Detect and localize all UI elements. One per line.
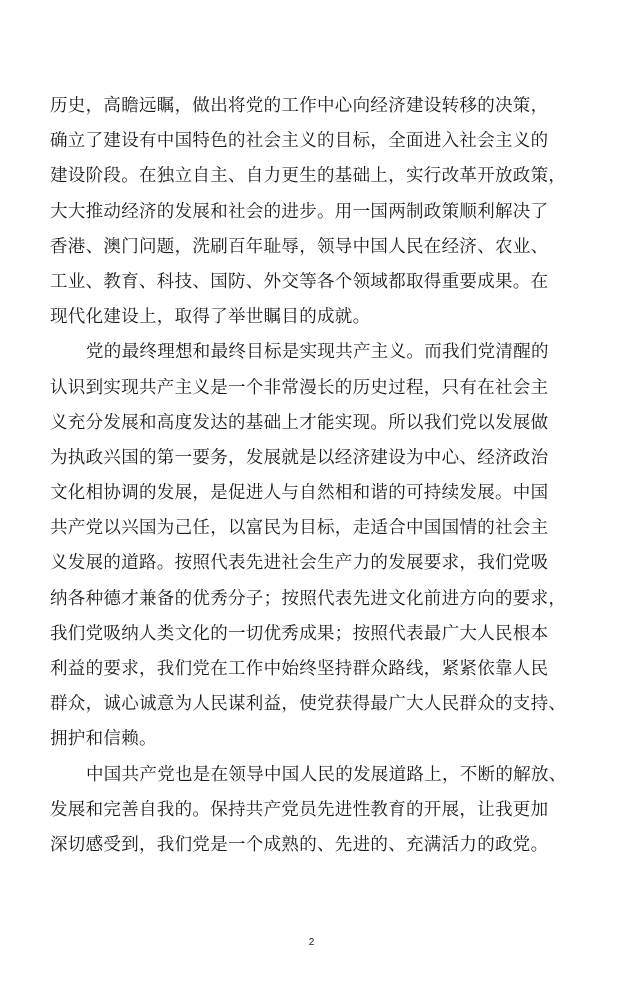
text-line: 我们党吸纳人类文化的一切优秀成果；按照代表最广大人民根本 <box>50 623 549 644</box>
text-line: 拥护和信赖。 <box>50 729 157 750</box>
page-number: 2 <box>308 937 315 948</box>
text-line: 确立了建设有中国特色的社会主义的目标，全面进入社会主义的 <box>50 131 549 152</box>
text-line: 香港、澳门问题，洗刷百年耻辱，领导中国人民在经济、农业、 <box>50 236 549 257</box>
text-line: 建设阶段。在独立自主、自力更生的基础上，实行改革开放政策， <box>50 166 567 187</box>
text-line: 大大推动经济的发展和社会的进步。用一国两制政策顺利解决了 <box>50 201 549 222</box>
text-line: 义发展的道路。按照代表先进社会生产力的发展要求，我们党吸 <box>50 553 549 574</box>
text-line: 利益的要求，我们党在工作中始终坚持群众路线，紧紧依靠人民 <box>50 659 549 679</box>
text-line-indented: 党的最终理想和最终目标是实现共产主义。而我们党清醒的 <box>86 342 549 363</box>
text-line: 文化相协调的发展，是促进人与自然相和谐的可持续发展。中国 <box>50 483 549 504</box>
text-line: 历史，高瞻远瞩，做出将党的工作中心向经济建设转移的决策， <box>50 96 549 116</box>
text-line: 工业、教育、科技、国防、外交等各个领域都取得重要成果。在 <box>50 271 549 292</box>
text-line: 群众，诚心诚意为人民谋利益，使党获得最广大人民群众的支持、 <box>50 694 567 715</box>
text-line: 现代化建设上，取得了举世瞩目的成就。 <box>50 307 371 328</box>
body-text <box>50 89 585 863</box>
text-line: 义充分发展和高度发达的基础上才能实现。所以我们党以发展做 <box>50 412 549 433</box>
text-line: 认识到实现共产主义是一个非常漫长的历史过程，只有在社会主 <box>50 377 549 398</box>
text-line: 发展和完善自我的。保持共产党员先进性教育的开展，让我更加 <box>50 799 549 820</box>
text-line: 深切感受到，我们党是一个成熟的、先进的、充满活力的政党。 <box>50 834 549 855</box>
text-line: 纳各种德才兼备的优秀分子；按照代表先进文化前进方向的要求， <box>50 588 567 609</box>
text-line: 共产党以兴国为己任，以富民为目标，走适合中国国情的社会主 <box>50 518 549 539</box>
text-line: 为执政兴国的第一要务，发展就是以经济建设为中心、经济政治 <box>50 447 549 468</box>
text-line-indented: 中国共产党也是在领导中国人民的发展道路上，不断的解放、 <box>86 764 567 785</box>
